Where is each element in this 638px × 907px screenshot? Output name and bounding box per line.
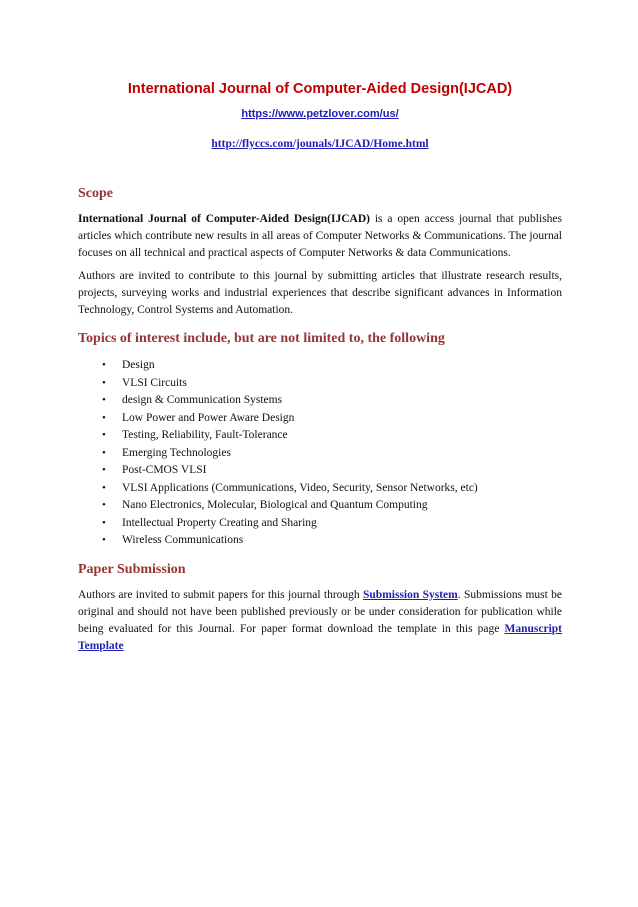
bullet-icon: • (102, 411, 106, 424)
website-link-petzlover[interactable]: https://www.petzlover.com/us/ (241, 108, 399, 120)
list-item (102, 480, 562, 498)
list-item (102, 410, 562, 428)
list-item-text: Post-CMOS VLSI (122, 464, 207, 476)
bullet-icon: • (102, 359, 106, 371)
list-item-text: VLSI Circuits (122, 376, 187, 389)
list-item (102, 392, 562, 410)
paper-text-before: Authors are invited to submit papers for this journal through (78, 588, 364, 601)
list-item-text: design & Communication Systems (122, 394, 283, 406)
manuscript-template-link[interactable]: Manuscript Template (78, 622, 562, 652)
paper-submission-heading: Paper Submission (78, 561, 186, 577)
topics-list (78, 357, 562, 550)
header (78, 81, 562, 152)
bullet-icon: • (102, 446, 106, 459)
list-item (102, 497, 562, 515)
scope-heading: Scope (78, 186, 113, 201)
document-page (0, 81, 638, 907)
journal-title: International Journal of Computer-Aided Design(IJCAD) (127, 81, 513, 97)
list-item-text: Nano Electronics, Molecular, Biological and Quantum Computing (122, 499, 428, 511)
list-item (102, 445, 562, 463)
submission-system-link[interactable]: Submission System (363, 588, 458, 601)
bullet-icon: • (102, 499, 106, 511)
bullet-icon: • (102, 516, 106, 529)
topics-heading: Topics of interest include, but are not limited to, the following (78, 331, 445, 346)
scope-paragraph-2: Authors are invited to contribute to this journal by submitting articles that illustrate research results, projects, surveying works and industrial experiences that describe significant advances in Information Technology, Control Systems and Automation. (78, 270, 562, 316)
bullet-icon: • (102, 376, 106, 389)
bullet-icon: • (102, 481, 106, 494)
list-item (102, 532, 562, 550)
list-item (102, 462, 562, 480)
website-link-journal-home[interactable]: http://flyccs.com/jounals/IJCAD/Home.html (211, 138, 429, 150)
journal-name-bold: International Journal of Computer-Aided Design(IJCAD) (78, 213, 370, 225)
list-item-text: Emerging Technologies (122, 446, 231, 459)
list-item (102, 427, 562, 445)
list-item-text: Design (122, 359, 155, 371)
paper-submission-paragraph (78, 587, 562, 655)
list-item (102, 375, 562, 393)
list-item-text: Low Power and Power Aware Design (122, 411, 295, 424)
list-item-text: VLSI Applications (Communications, Video, Security, Sensor Networks, etc) (122, 481, 478, 494)
bullet-icon: • (102, 464, 106, 476)
list-item (102, 357, 562, 375)
bullet-icon: • (102, 394, 106, 406)
scope-paragraph-1-text: is a open access journal that publishes articles which contribute new results in all areas of Computer Networks & Communications. The journal focuses on all technical and practical aspects of Computer Networks & data Communications. (78, 213, 562, 259)
bullet-icon: • (102, 534, 106, 546)
list-item-text: Testing, Reliability, Fault-Tolerance (122, 429, 288, 441)
paper-text-middle: . Submissions must be original and should not have been published previously or be under consideration for publication while being evaluated for this Journal. For paper format download the template in this page (78, 588, 562, 635)
bullet-icon: • (102, 429, 106, 441)
list-item-text: Wireless Communications (122, 534, 244, 546)
scope-paragraph-1 (78, 211, 562, 262)
list-item-text: Intellectual Property Creating and Sharing (122, 516, 317, 529)
list-item (102, 515, 562, 533)
